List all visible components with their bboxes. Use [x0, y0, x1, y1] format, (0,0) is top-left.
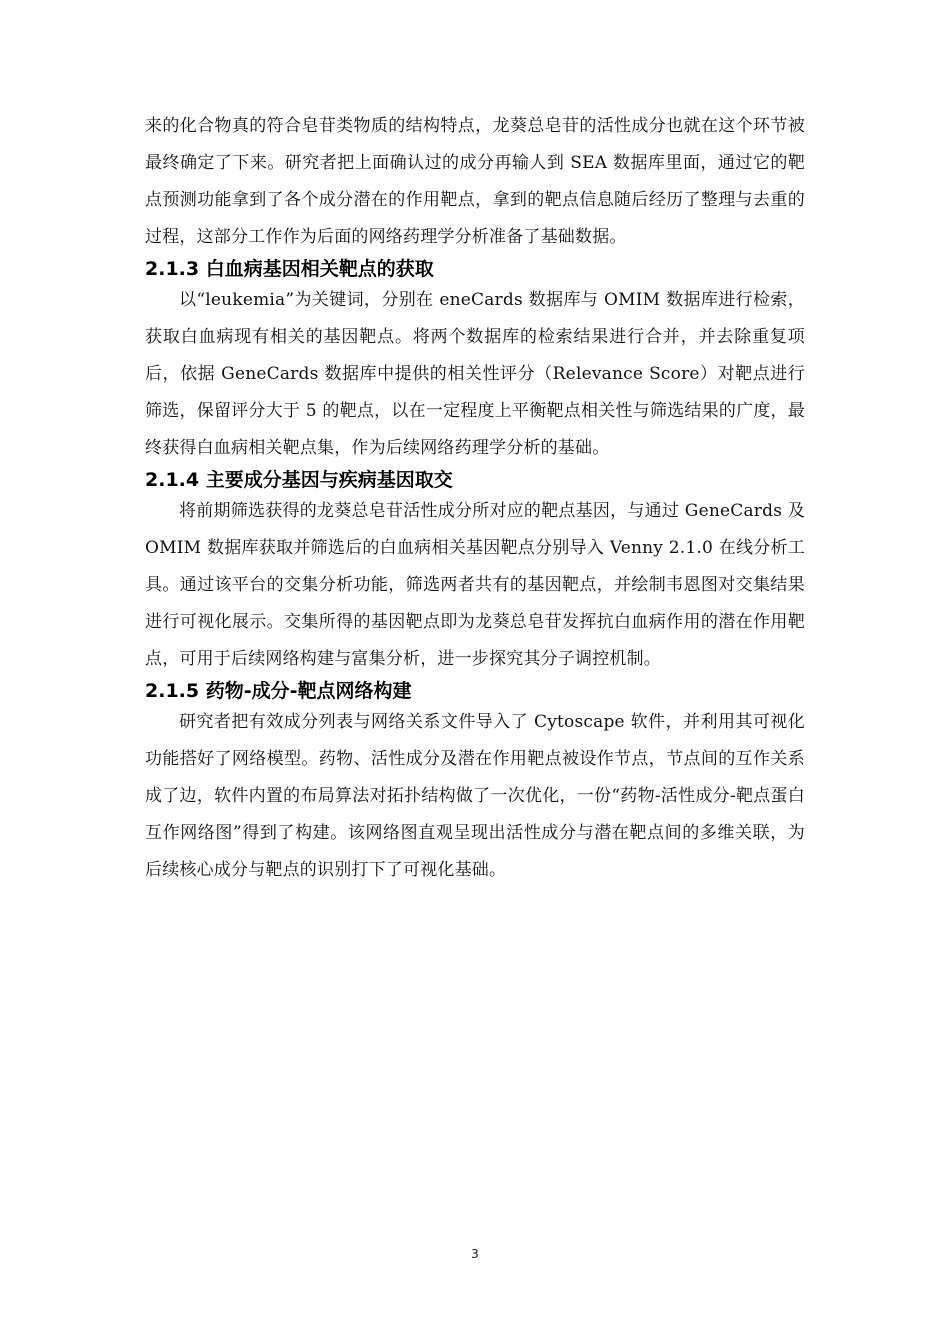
heading-2-1-5: 2.1.5 药物-成分-靶点网络构建: [145, 680, 412, 702]
paragraph-target-intersection: 将前期筛选获得的龙葵总皂苷活性成分所对应的靶点基因，与通过 GeneCards 及 OMIM 数据库获取并筛选后的白血病相关基因靶点分别导入 Venny 2.1.0 在线分析工具。通过该平台的交集分析功能，筛选两者共有的基因靶点，并绘制韦恩图对交集结果进行可视化展示。交集所得的基因靶点即为龙葵总皂苷发挥抗白血病作用的潜在作用靶点，可用于后续网络构建与富集分析，进一步探究其分子调控机制。: [145, 501, 805, 669]
paragraph-sea-target-prediction: 来的化合物真的符合皂苷类物质的结构特点，龙葵总皂苷的活性成分也就在这个环节被最终确定了下来。研究者把上面确认过的成分再输人到 SEA 数据库里面，通过它的靶点预测功能拿到了各个成分潜在的作用靶点，拿到的靶点信息随后经历了整理与去重的过程，这部分工作作为后面的网络药理学分析准备了基础数据。: [145, 116, 805, 247]
page-number: 3: [471, 1247, 479, 1261]
paragraph-leukemia-targets: 以“leukemia”为关键词，分别在 eneCards 数据库与 OMIM 数据库进行检索，获取白血病现有相关的基因靶点。将两个数据库的检索结果进行合并，并去除重复项后，依据 GeneCards 数据库中提供的相关性评分（Relevance Score）对靶点进行筛选，保留评分大于 5 的靶点，以在一定程度上平衡靶点相关性与筛选结果的广度，最终获得白血病相关靶点集，作为后续网络药理学分析的基础。: [145, 290, 805, 458]
document-body: [145, 108, 805, 889]
heading-2-1-3: 2.1.3 白血病基因相关靶点的获取: [145, 258, 434, 280]
paragraph-network-construction: 研究者把有效成分列表与网络关系文件导入了 Cytoscape 软件，并利用其可视化功能搭好了网络模型。药物、活性成分及潜在作用靶点被设作节点，节点间的互作关系成了边，软件内置的布局算法对拓扑结构做了一次优化，一份“药物-活性成分-靶点蛋白互作网络图”得到了构建。该网络图直观呈现出活性成分与潜在靶点间的多维关联，为后续核心成分与靶点的识别打下了可视化基础。: [145, 712, 805, 880]
heading-2-1-4: 2.1.4 主要成分基因与疾病基因取交: [145, 469, 453, 491]
